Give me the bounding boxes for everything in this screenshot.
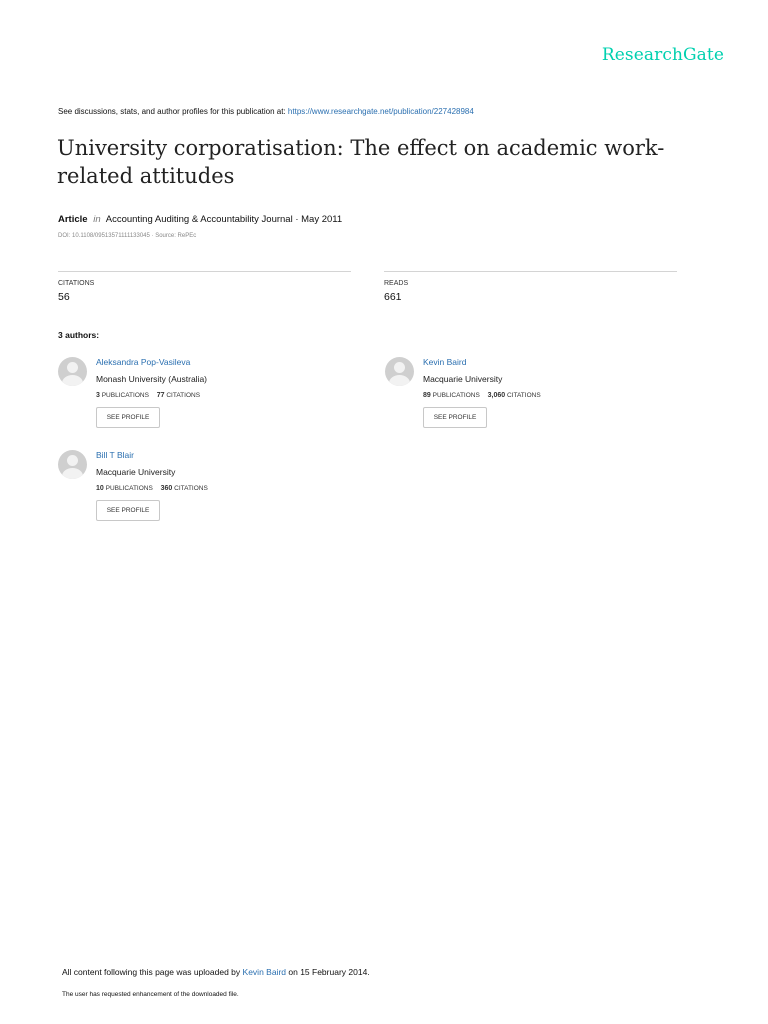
see-profile-button[interactable]: SEE PROFILE xyxy=(96,500,160,521)
uploader-link[interactable]: Kevin Baird xyxy=(242,967,286,977)
journal-name[interactable]: Accounting Auditing & Accountability Journal · May 2011 xyxy=(105,214,343,225)
publication-url-line xyxy=(58,107,474,116)
citations-count: 3,060 xyxy=(487,392,506,399)
see-profile-button[interactable]: SEE PROFILE xyxy=(423,407,487,428)
avatar-body xyxy=(389,375,410,386)
author-name[interactable]: Kevin Baird xyxy=(423,357,467,367)
avatar-head xyxy=(394,362,405,373)
citations-stat xyxy=(58,271,351,303)
author-counts xyxy=(423,392,541,399)
author-name[interactable]: Aleksandra Pop-Vasileva xyxy=(96,357,191,367)
reads-stat xyxy=(384,271,677,303)
see-profile-button[interactable]: SEE PROFILE xyxy=(96,407,160,428)
enhancement-note: The user has requested enhancement of the downloaded file. xyxy=(62,991,239,998)
reads-label: READS xyxy=(384,280,409,287)
citations-label: CITATIONS xyxy=(58,280,95,287)
author-counts xyxy=(96,392,200,399)
publication-title: University corporatisation: The effect on academic work-related attitudes xyxy=(57,136,665,188)
citations-count-label: CITATIONS xyxy=(166,392,201,399)
upload-notice xyxy=(62,967,370,977)
publications-count: 89 xyxy=(423,392,431,399)
publication-url-link[interactable]: https://www.researchgate.net/publication/227428984 xyxy=(287,107,474,116)
author-counts xyxy=(96,485,208,492)
author-institution: Macquarie University xyxy=(423,374,503,384)
doi-source: DOI: 10.1108/09513571111133045 · Source: RePEc xyxy=(58,233,197,239)
citations-count: 77 xyxy=(156,392,165,399)
avatar[interactable] xyxy=(58,450,87,479)
avatar-body xyxy=(62,375,83,386)
upload-suffix: on 15 February 2014. xyxy=(288,967,370,977)
citations-count-label: CITATIONS xyxy=(506,392,541,399)
publications-label: PUBLICATIONS xyxy=(101,392,149,399)
citations-count-label: CITATIONS xyxy=(174,485,208,492)
publications-count: 3 xyxy=(96,392,100,399)
researchgate-logo[interactable]: ResearchGate xyxy=(601,45,724,65)
avatar-body xyxy=(62,468,83,479)
author-name[interactable]: Bill T Blair xyxy=(96,450,134,460)
publications-count: 10 xyxy=(96,485,104,492)
author-institution: Monash University (Australia) xyxy=(96,374,208,384)
avatar[interactable] xyxy=(385,357,414,386)
upload-prefix: All content following this page was uploaded by xyxy=(62,967,241,977)
author-card xyxy=(58,450,348,530)
citations-value: 56 xyxy=(58,291,70,303)
avatar-head xyxy=(67,362,78,373)
in-label: in xyxy=(93,214,101,225)
publications-label: PUBLICATIONS xyxy=(432,392,480,399)
authors-heading: 3 authors: xyxy=(58,330,100,340)
author-institution: Macquarie University xyxy=(96,467,176,477)
publication-type: Article xyxy=(58,214,88,225)
author-card xyxy=(58,357,348,437)
author-card xyxy=(385,357,675,437)
publication-meta xyxy=(58,214,342,225)
citations-count: 360 xyxy=(160,485,173,492)
publications-label: PUBLICATIONS xyxy=(105,485,153,492)
avatar-head xyxy=(67,455,78,466)
avatar[interactable] xyxy=(58,357,87,386)
reads-value: 661 xyxy=(384,291,402,303)
see-discussions-text: See discussions, stats, and author profiles for this publication at: xyxy=(58,107,286,116)
